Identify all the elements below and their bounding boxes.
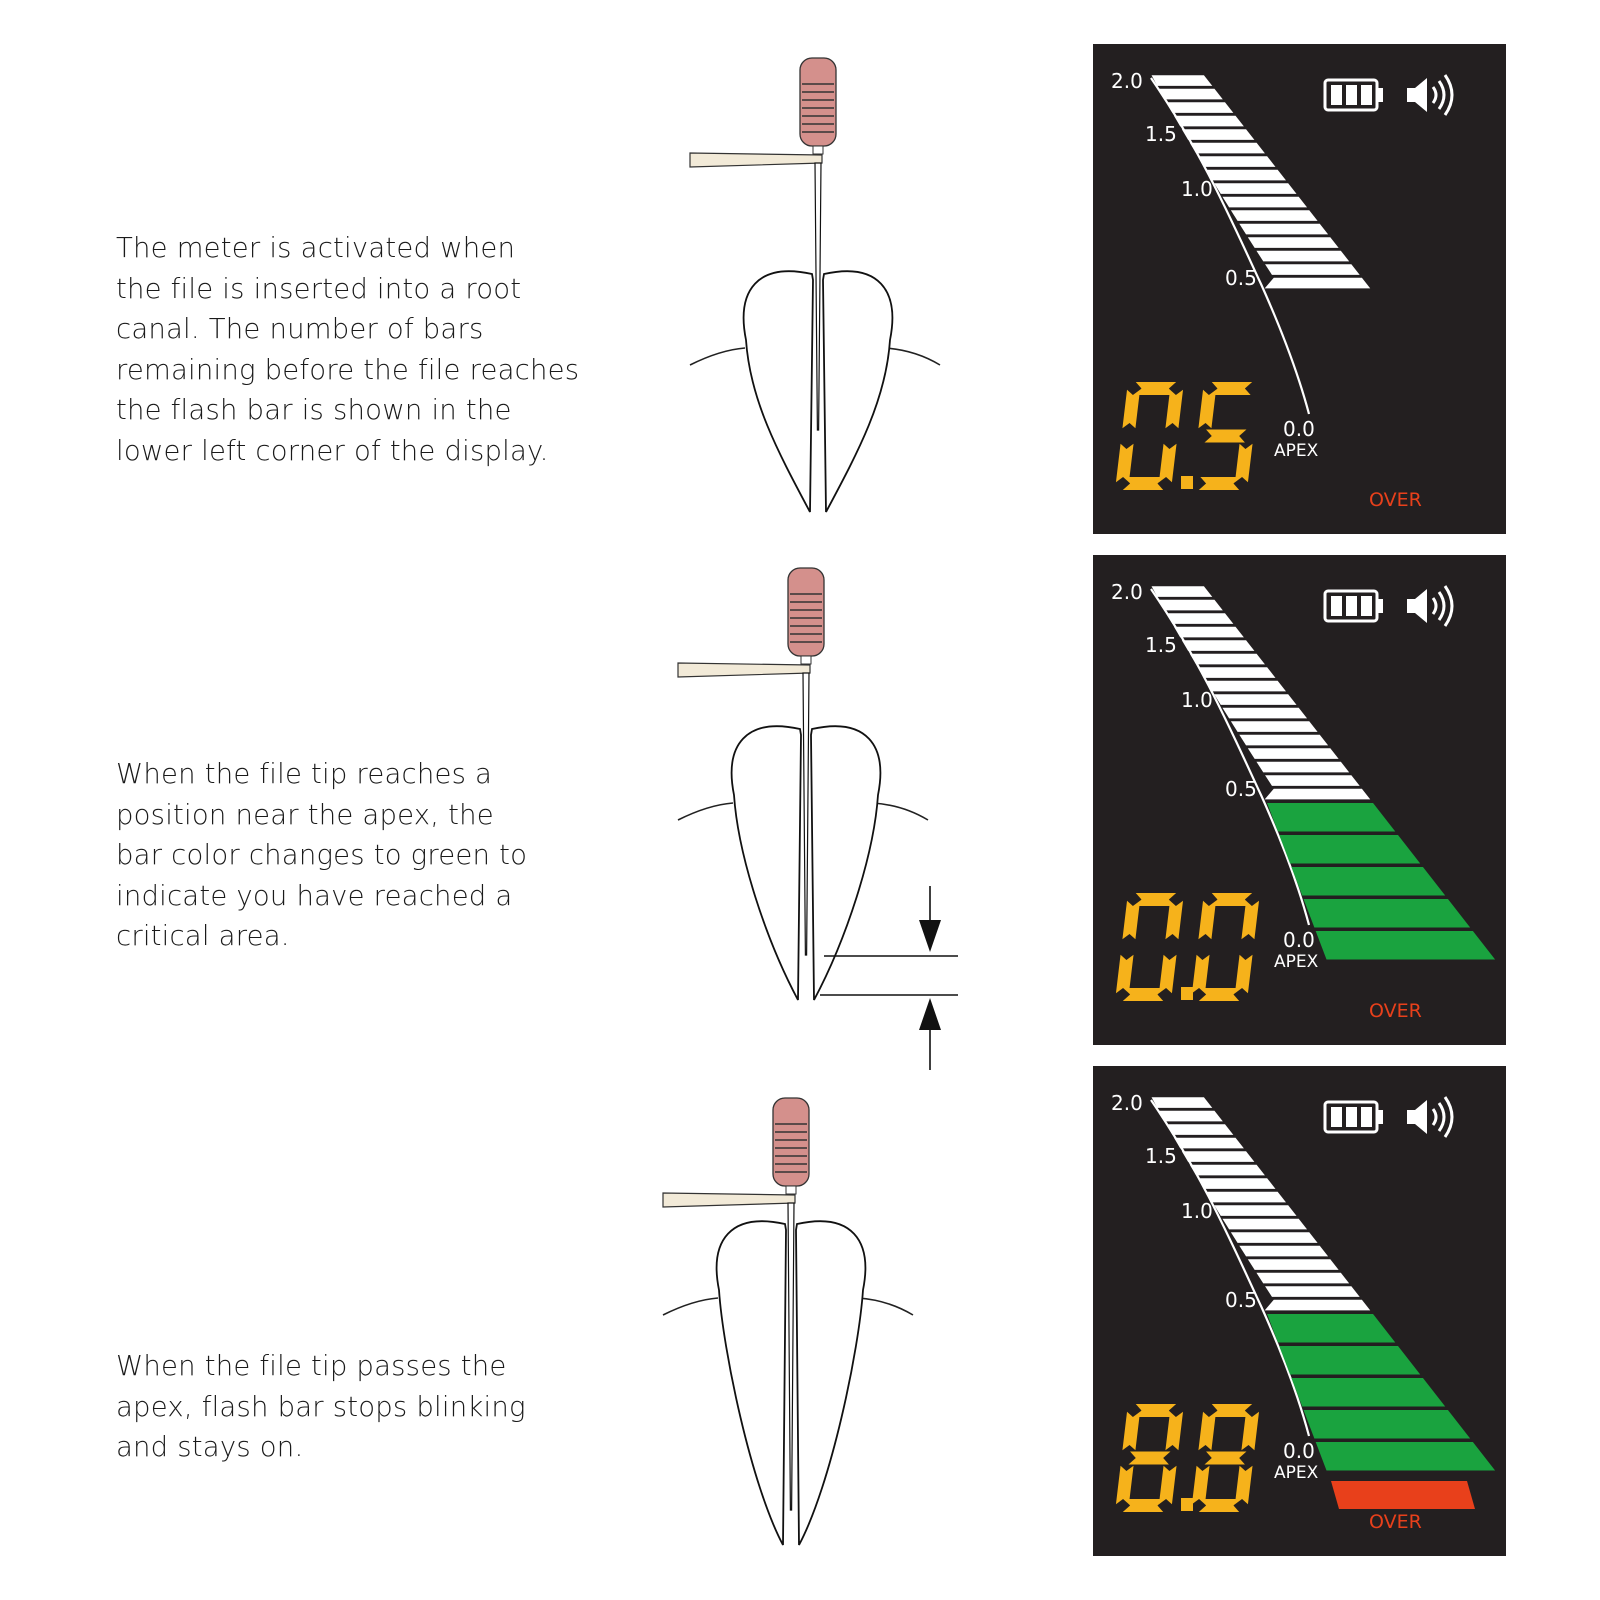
white-bar: [1159, 1111, 1223, 1122]
file-stopper: [678, 663, 810, 677]
svg-text:0.0: 0.0: [993, 455, 995, 456]
white-bar: [1166, 613, 1233, 624]
scale-tick-label: 1.5: [1145, 122, 1177, 146]
down-arrow-icon: [919, 886, 941, 952]
white-bar: [1206, 170, 1286, 181]
file-handle: [800, 58, 836, 154]
file-stopper: [663, 1193, 795, 1207]
display-screen: [993, 455, 1506, 1045]
scale-tick-label: 0.5: [1225, 1288, 1257, 1312]
white-bar: [1152, 75, 1213, 86]
green-bar: [1316, 1442, 1495, 1471]
white-bar: [1265, 775, 1360, 786]
scale-tick-label: 1.0: [1181, 1199, 1213, 1223]
green-bar: [1316, 931, 1495, 960]
white-bar: [1159, 89, 1223, 100]
white-bar: [1159, 600, 1223, 611]
file-shaft: [815, 163, 821, 430]
white-bar: [1182, 1151, 1255, 1162]
white-bar: [1166, 1124, 1233, 1135]
scale-tick-label: 0.0: [1283, 417, 1315, 441]
up-arrow-icon: [919, 998, 941, 1070]
step-description: When the file tip passes the apex, flash bar stops blinking and stays on.: [116, 1350, 526, 1463]
file-handle: [773, 1098, 809, 1194]
white-bar: [1198, 156, 1276, 167]
white-bar: [1206, 681, 1286, 692]
scale-tick-label: 2.0: [1111, 580, 1143, 604]
gum-line: [663, 1298, 913, 1315]
scale-tick-label: 1.0: [1181, 688, 1213, 712]
white-bar: [1231, 721, 1318, 732]
step-description: When the file tip reaches a position near the apex, the bar color changes to green to indicate you have reached a critical area.: [116, 758, 528, 952]
white-bar: [1265, 789, 1371, 800]
over-label: OVER: [1369, 489, 1422, 511]
white-bar: [1214, 694, 1296, 705]
over-bar: [1331, 1481, 1475, 1509]
over-label: OVER: [1369, 1000, 1422, 1022]
green-bar: [1279, 1346, 1420, 1375]
white-bar: [1214, 1205, 1296, 1216]
gum-line: [690, 348, 940, 365]
white-bar: [1231, 210, 1318, 221]
file-stopper: [690, 153, 822, 167]
tooth-diagram: [690, 50, 1000, 520]
white-bar: [1256, 251, 1349, 262]
white-bar: [1190, 654, 1265, 665]
white-bar: [1239, 1246, 1328, 1257]
green-bar: [1267, 803, 1395, 832]
white-bar: [1265, 278, 1371, 289]
scale-tick-label: 1.5: [1145, 633, 1177, 657]
scale-tick-label: 1.0: [1181, 177, 1213, 201]
white-bar: [1174, 627, 1244, 638]
scale-tick-label: 2.0: [1111, 1091, 1143, 1115]
scale-tick-label: 1.5: [1145, 1144, 1177, 1168]
green-bar: [1291, 867, 1445, 896]
white-bar: [1222, 1219, 1307, 1230]
green-bar: [1279, 835, 1420, 864]
apex-label: APEX: [1274, 1463, 1319, 1483]
white-bar: [1174, 1138, 1244, 1149]
scale-tick-label: 0.0: [1283, 1439, 1315, 1463]
scale-tick-label: 0.5: [1225, 266, 1257, 290]
white-bar: [1198, 1178, 1276, 1189]
svg-text:8.8: 8.8: [993, 966, 995, 967]
apex-locator-display: [993, 966, 1506, 1556]
white-bar: [1182, 129, 1255, 140]
over-label: OVER: [1369, 1511, 1422, 1533]
white-bar: [1190, 143, 1265, 154]
file-shaft: [788, 1203, 794, 1510]
white-bar: [1265, 264, 1360, 275]
white-bar: [1248, 237, 1339, 248]
white-bar: [1265, 1286, 1360, 1297]
white-bar: [1214, 183, 1296, 194]
white-bar: [1256, 1273, 1349, 1284]
apex-label: APEX: [1274, 441, 1319, 461]
white-bar: [1174, 116, 1244, 127]
white-bar: [1182, 640, 1255, 651]
white-bar: [1222, 708, 1307, 719]
apex-locator-display: [993, 455, 1506, 1045]
scale-tick-label: 0.0: [1283, 928, 1315, 952]
white-bar: [1231, 1232, 1318, 1243]
white-bar: [1248, 1259, 1339, 1270]
white-bar: [1222, 197, 1307, 208]
display-screen: [1093, 44, 1506, 534]
white-bar: [1198, 667, 1276, 678]
white-bar: [1239, 735, 1328, 746]
apex-locator-display: [1093, 44, 1506, 534]
gum-line: [678, 803, 928, 820]
white-bar: [1265, 1300, 1371, 1311]
white-bar: [1248, 748, 1339, 759]
green-bar: [1291, 1378, 1445, 1407]
step-description: The meter is activated when the file is inserted into a root canal. The number of bars remaining before the file reaches the flash bar is shown in the lower left corner of the display.: [116, 232, 580, 467]
white-bar: [1239, 224, 1328, 235]
display-screen: [993, 966, 1506, 1556]
green-bar: [1304, 1410, 1471, 1439]
apex-label: APEX: [1274, 952, 1319, 972]
tooth-diagram: [678, 560, 988, 1080]
white-bar: [1256, 762, 1349, 773]
green-bar: [1304, 899, 1471, 928]
white-bar: [1206, 1192, 1286, 1203]
file-shaft: [803, 673, 809, 955]
white-bar: [1152, 1097, 1213, 1108]
white-bar: [1166, 102, 1233, 113]
file-handle: [788, 568, 824, 664]
scale-tick-label: 0.5: [1225, 777, 1257, 801]
green-bar: [1267, 1314, 1395, 1343]
scale-tick-label: 2.0: [1111, 69, 1143, 93]
white-bar: [1152, 586, 1213, 597]
tooth-diagram: [663, 1090, 973, 1560]
white-bar: [1190, 1165, 1265, 1176]
